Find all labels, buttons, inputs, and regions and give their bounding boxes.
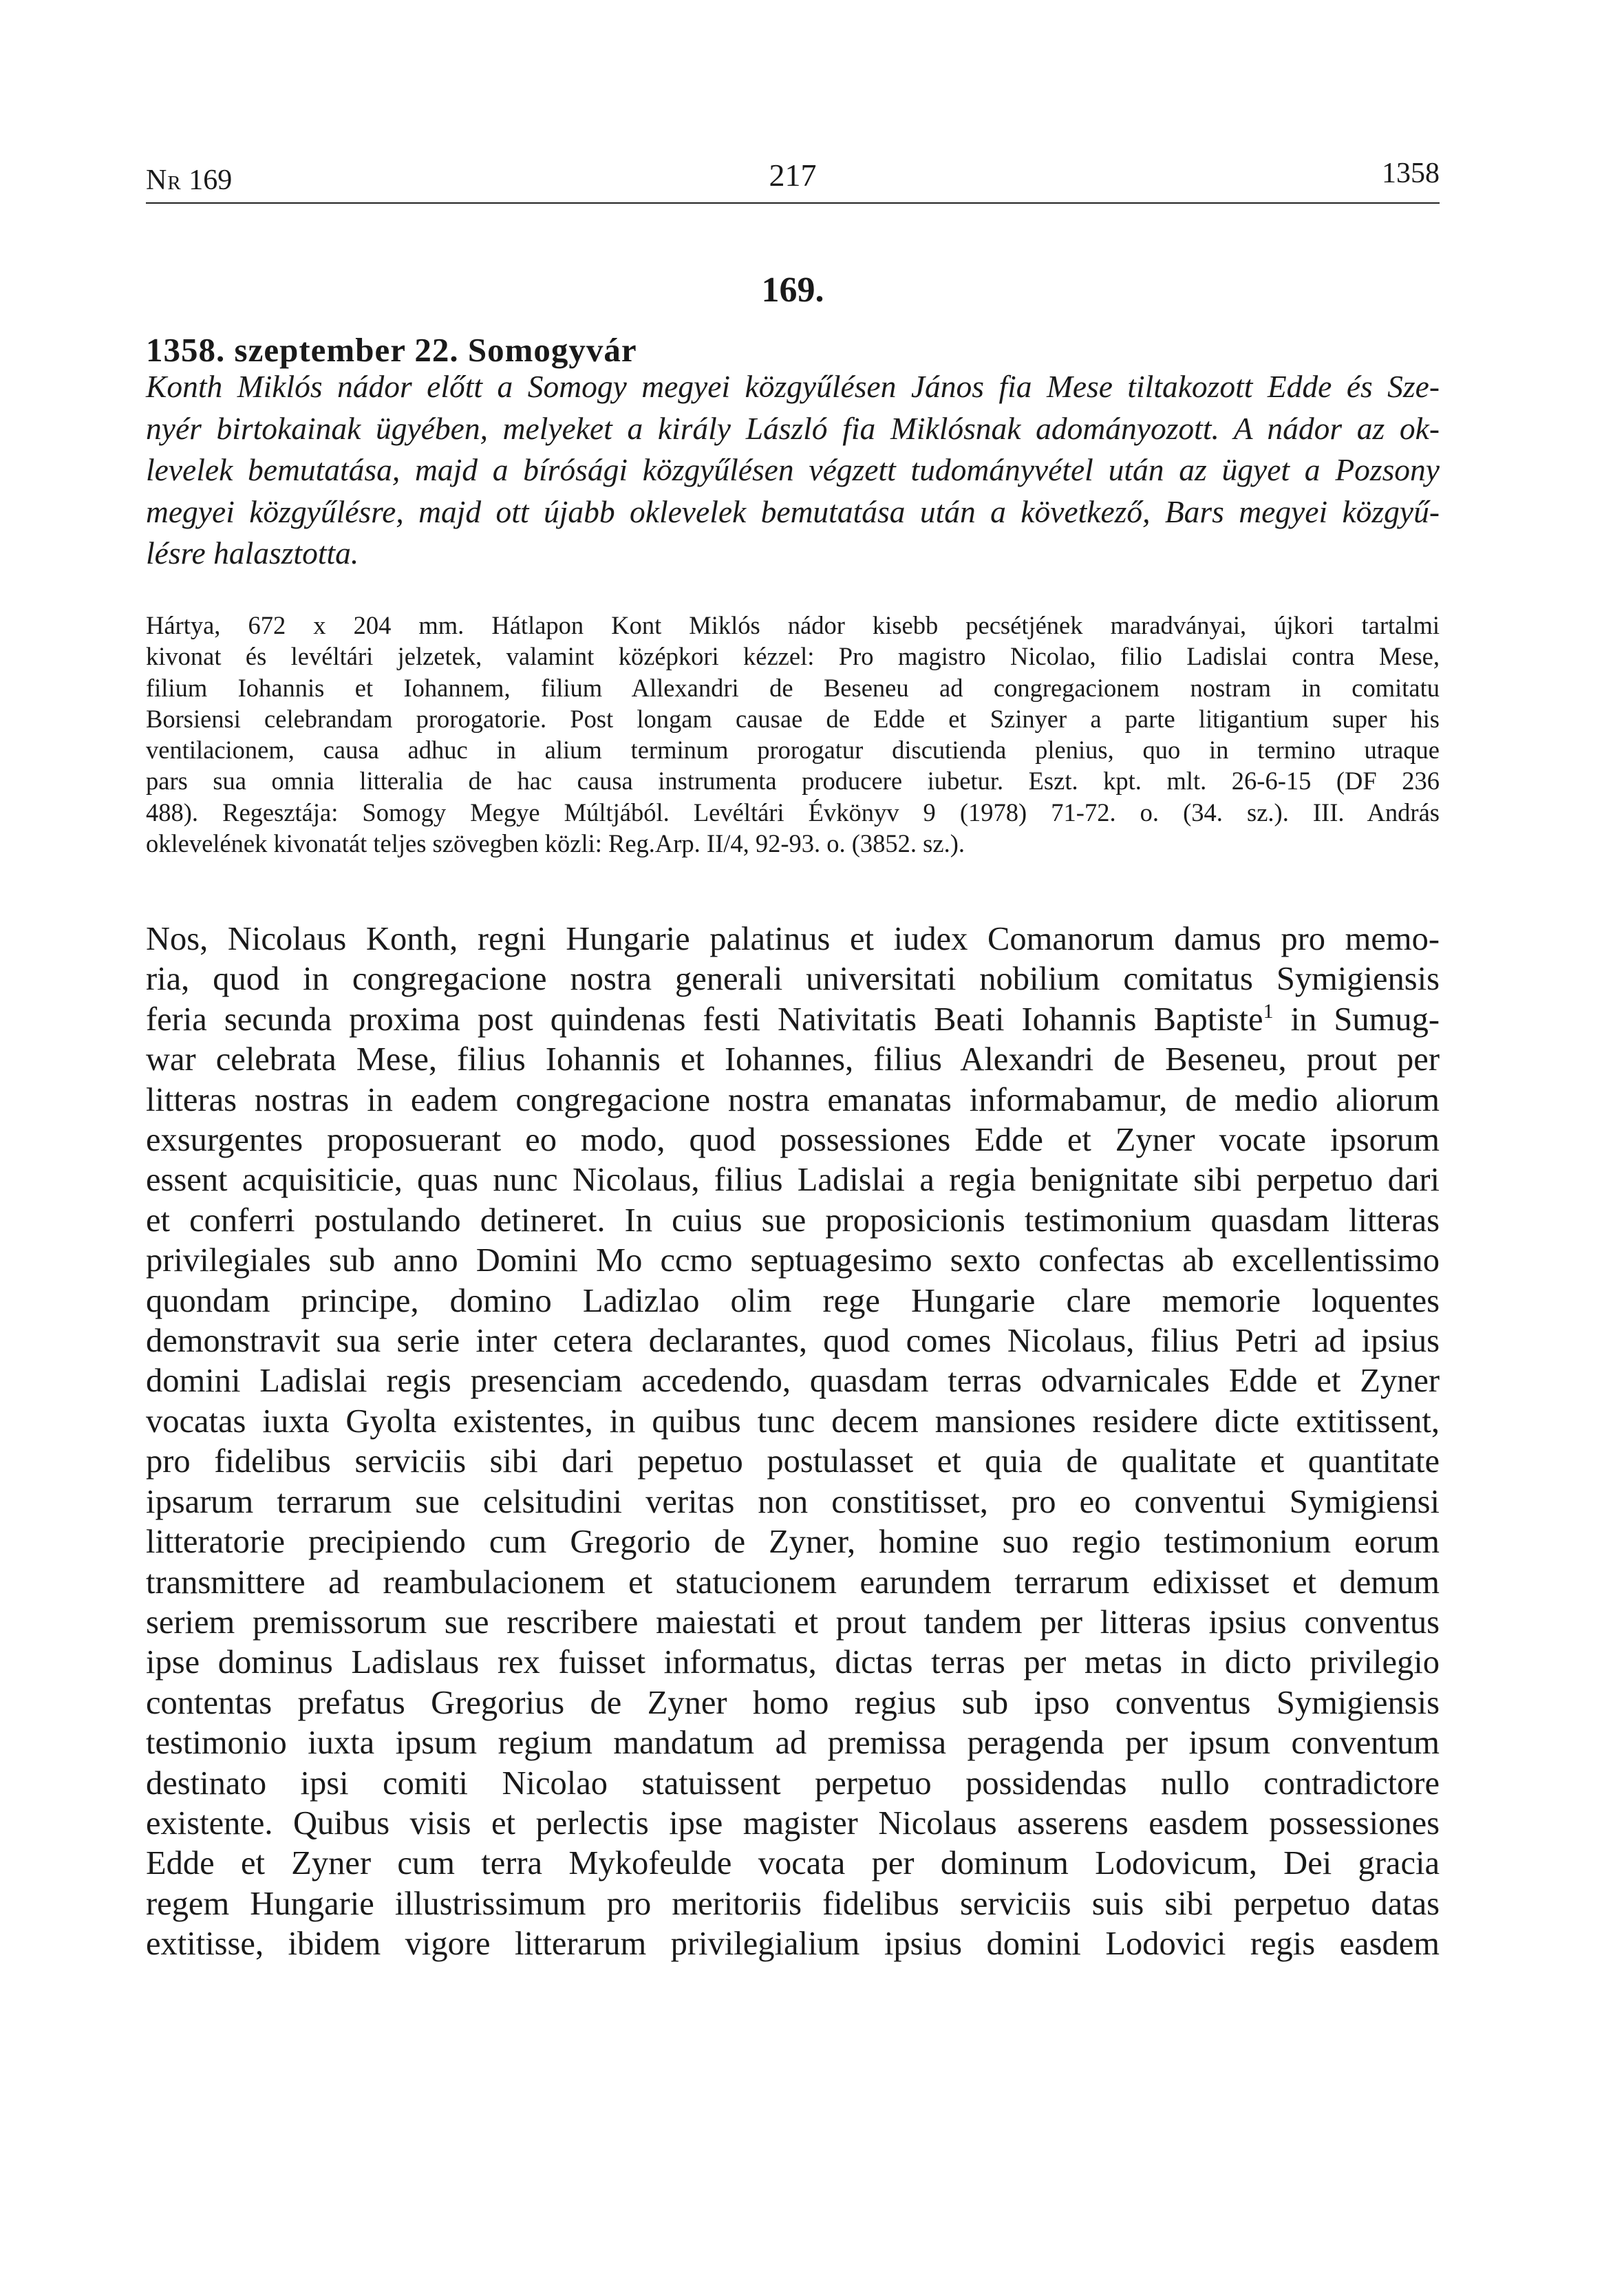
apparatus-line: 488). Regesztája: Somogy Megye Múltjából. Levéltári Évkönyv 9 (1978) 71-72. o. (34. sz.). III. András (146, 798, 1440, 827)
header-document-number: 169 (189, 164, 233, 196)
text-segment: in Sumug- (1273, 1001, 1440, 1038)
text-line: Nos, Nicolaus Konth, regni Hungarie palatinus et iudex Comanorum damus pro memo- (146, 921, 1440, 957)
text-line: ria, quod in congregacione nostra generali universitati nobilium comitatus Symigiensis (146, 961, 1440, 998)
text-line: contentas prefatus Gregorius de Zyner homo regius sub ipso conventus Symigiensis (146, 1684, 1440, 1721)
text-line: destinato ipsi comiti Nicolao statuissent perpetuo possidendas nullo contradictore (146, 1764, 1440, 1802)
nr-label: Nr (146, 164, 182, 196)
charter-date-place: 1358. szeptember 22. Somogyvár (146, 331, 637, 369)
text-line: testimonio iuxta ipsum regium mandatum ad premissa peragenda per ipsum conventum (146, 1725, 1440, 1762)
regest-summary (146, 366, 1440, 575)
apparatus-line: filium Iohannis et Iohannem, filium Allexandri de Beseneu ad congregacionem nostram in comitatu (146, 673, 1440, 702)
header-year: 1358 (1382, 158, 1440, 189)
text-line: quondam principe, domino Ladizlao olim rege Hungarie clare memorie loquentes (146, 1282, 1440, 1319)
summary-line: lésre halasztotta. (146, 535, 359, 571)
text-line: litteras nostras in eadem congregacione nostra emanatas informabamur, de medio aliorum (146, 1081, 1440, 1118)
text-line: extitisse, ibidem vigore litterarum privilegialium ipsius domini Lodovici regis easdem (146, 1926, 1440, 1963)
text-segment: feria secunda proxima post quindenas festi Nativitatis Beati Iohannis Baptiste (146, 1001, 1263, 1038)
apparatus-line: kivonat és levéltári jelzetek, valamint középkori kézzel: Pro magistro Nicolao, filio Ladislai contra Mese, (146, 642, 1440, 671)
summary-line: megyei közgyűlésre, majd ott újabb oklevelek bemutatása után a következő, Bars megyei közgyű- (146, 493, 1440, 529)
apparatus-line: ventilacionem, causa adhuc in alium terminum prorogatur discutienda plenius, quo in termino utraque (146, 736, 1440, 765)
text-line: et conferri postulando detineret. In cuius sue proposicionis testimonium quasdam litteras (146, 1202, 1440, 1239)
text-line-with-footnote (146, 1000, 1440, 1040)
charter-number: 169. (761, 270, 824, 310)
text-line: Edde et Zyner cum terra Mykofeulde vocata per dominum Lodovicum, Dei gracia (146, 1845, 1440, 1882)
text-line: litteratorie precipiendo cum Gregorio de Zyner, homine suo regio testimonium eorum (146, 1524, 1440, 1561)
text-line: regem Hungarie illustrissimum pro meritoriis fidelibus serviciis suis sibi perpetuo datas (146, 1885, 1440, 1922)
text-line: transmittere ad reambulacionem et statucionem earundem terrarum edixisset et demum (146, 1564, 1440, 1601)
text-line: essent acquisiticie, quas nunc Nicolaus, filius Ladislai a regia benignitate sibi perpetuo dari (146, 1162, 1440, 1199)
text-line: ipsarum terrarum sue celsitudini veritas non constitisset, pro eo conventui Symigiensi (146, 1483, 1440, 1520)
apparatus-line: oklevelének kivonatát teljes szövegben közli: Reg.Arp. II/4, 92-93. o. (3852. sz.). (146, 829, 965, 858)
text-line: vocatas iuxta Gyolta existentes, in quibus tunc decem mansiones residere dicte extitissent, (146, 1403, 1440, 1440)
text-line: pro fidelibus serviciis sibi dari pepetuo postulasset et quia de qualitate et quantitate (146, 1443, 1440, 1480)
summary-line: nyér birtokainak ügyében, melyeket a király László fia Miklósnak adományozott. A nádor az ok- (146, 410, 1440, 446)
footnote-marker: 1 (1263, 999, 1274, 1023)
summary-line: levelek bemutatása, majd a bírósági közgyűlésen végzett tudományvétel után az ügyet a Pozsony (146, 452, 1440, 487)
charter-latin-text (146, 919, 1440, 1965)
text-line: privilegiales sub anno Domini Mo ccmo septuagesimo sexto confectas ab excellentissimo (146, 1242, 1440, 1279)
source-apparatus (146, 610, 1440, 859)
apparatus-line: pars sua omnia litteralia de hac causa instrumenta producere iubetur. Eszt. kpt. mlt. 26-6-15 (DF 236 (146, 767, 1440, 796)
text-line: seriem premissorum sue rescribere maiestati et prout tandem per litteras ipsius conventus (146, 1603, 1440, 1641)
text-line: existente. Quibus visis et perlectis ipse magister Nicolaus asserens easdem possessiones (146, 1804, 1440, 1842)
header-rule (146, 202, 1440, 204)
apparatus-line: Hártya, 672 x 204 mm. Hátlapon Kont Miklós nádor kisebb pecsétjének maradványai, újkori tartalmi (146, 611, 1440, 639)
apparatus-line: Borsiensi celebrandam prorogatorie. Post longam causae de Edde et Szinyer a parte litigantium super his (146, 704, 1440, 733)
text-line: domini Ladislai regis presenciam accedendo, quasdam terras odvarnicales Edde et Zyner (146, 1363, 1440, 1400)
page-number: 217 (769, 158, 817, 193)
running-head (146, 157, 1440, 198)
text-line: war celebrata Mese, filius Iohannis et Iohannes, filius Alexandri de Beseneu, prout per (146, 1041, 1440, 1078)
text-line: demonstravit sua serie inter cetera declarantes, quod comes Nicolaus, filius Petri ad ipsius (146, 1323, 1440, 1360)
text-line: exsurgentes proposuerant eo modo, quod possessiones Edde et Zyner vocate ipsorum (146, 1122, 1440, 1159)
text-line: ipse dominus Ladislaus rex fuisset informatus, dictas terras per metas in dicto privilegio (146, 1644, 1440, 1681)
summary-line: Konth Miklós nádor előtt a Somogy megyei közgyűlésen János fia Mese tiltakozott Edde és Sze- (146, 369, 1440, 404)
